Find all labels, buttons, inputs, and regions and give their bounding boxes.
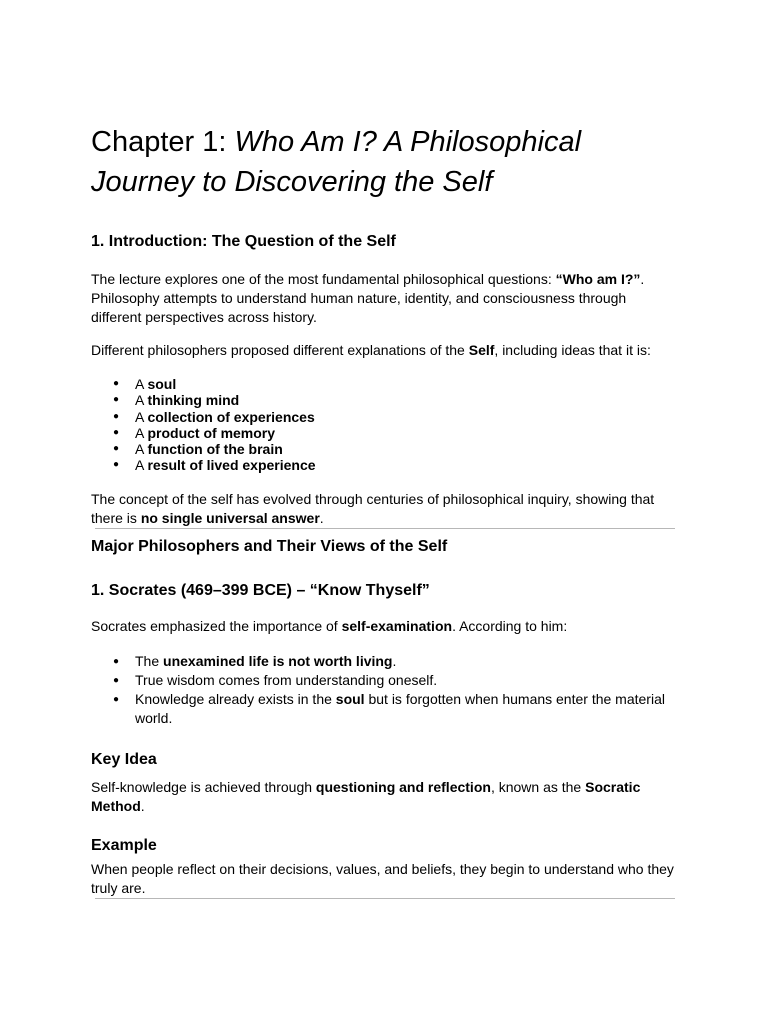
text-run: A [135, 441, 148, 458]
bullet-icon: ● [113, 459, 120, 471]
bullet-icon: ● [113, 443, 120, 455]
bold-run: self-examination [341, 617, 453, 634]
bold-run: questioning and reflection [315, 778, 491, 795]
bullet-icon: ● [113, 426, 120, 438]
bullet-icon: ● [113, 410, 120, 422]
intro-heading: 1. Introduction: The Question of the Self [91, 233, 396, 250]
bold-run: thinking mind [147, 392, 240, 409]
bold-run: soul [335, 690, 365, 707]
text-run: . Philosophy attempts to understand human nature, identity, and consciousness through different perspectives across history. [91, 271, 645, 325]
text-run: . [140, 797, 145, 814]
chapter-title [91, 122, 675, 202]
intro-paragraph-2 [91, 341, 675, 360]
intro-paragraph-1 [91, 270, 675, 327]
list-item [91, 441, 675, 457]
text-run: Different philosophers proposed different explanations of the [91, 342, 469, 358]
text-run: A [135, 408, 148, 425]
text-run: The concept of the self has evolved through centuries of philosophical inquiry, showing that there is [91, 490, 655, 526]
text-run: but is forgotten when humans enter the material world. [135, 690, 665, 726]
list-item [91, 690, 675, 728]
section-divider [95, 898, 675, 899]
socrates-list [91, 652, 675, 728]
list-item [91, 671, 675, 690]
text-run: A [135, 376, 148, 392]
list-item [91, 376, 675, 392]
bold-run: collection of experiences [147, 408, 315, 425]
text-run: The [135, 652, 164, 669]
text-run: A [135, 424, 148, 441]
text-run: A [135, 392, 148, 409]
bold-run: product of memory [147, 424, 276, 441]
list-item [91, 652, 675, 671]
text-run: True wisdom comes from understanding oneself. [135, 671, 438, 688]
bold-run: no single universal answer [140, 509, 320, 526]
bold-run: function of the brain [147, 441, 283, 458]
bold-run: Socratic Method [91, 778, 641, 814]
key-idea-heading: Key Idea [91, 750, 157, 768]
example-heading: Example [91, 836, 157, 854]
text-run: Self-knowledge is achieved through [91, 778, 316, 795]
text-run: . [319, 509, 324, 526]
bullet-icon: ● [113, 394, 120, 406]
socrates-paragraph [91, 617, 675, 636]
self-definitions-list [91, 376, 675, 474]
key-idea-paragraph [91, 778, 675, 816]
text-run: Knowledge already exists in the [135, 690, 336, 707]
bullet-icon: ● [113, 655, 120, 667]
list-item [91, 409, 675, 425]
list-item [91, 457, 675, 473]
major-philosophers-heading: Major Philosophers and Their Views of the Self [91, 537, 448, 555]
bullet-icon: ● [113, 674, 120, 686]
bullet-icon: ● [113, 693, 120, 705]
list-item [91, 392, 675, 408]
intro-paragraph-3 [91, 490, 675, 528]
bold-run: Self [468, 342, 495, 358]
bold-run: unexamined life is not worth living [163, 652, 393, 669]
text-run: , including ideas that it is: [494, 342, 651, 358]
example-paragraph: When people reflect on their decisions, values, and beliefs, they begin to understand who they truly are. [91, 860, 674, 896]
chapter-title-italic: Who Am I? A Philosophical Journey to Discovering the Self [91, 126, 582, 198]
text-run: , known as the [490, 778, 586, 795]
text-run: . According to him: [452, 617, 568, 634]
text-run: A [135, 457, 148, 474]
bullet-icon: ● [113, 378, 120, 389]
document-content [91, 122, 675, 899]
text-run: Socrates emphasized the importance of [91, 617, 342, 634]
section-divider [95, 528, 675, 529]
chapter-title-prefix: Chapter 1: [91, 126, 235, 158]
bold-run: “Who am I?” [555, 271, 641, 287]
bold-run: result of lived experience [147, 457, 316, 474]
bold-run: soul [147, 376, 177, 392]
text-run: The lecture explores one of the most fundamental philosophical questions: [91, 271, 556, 287]
list-item [91, 425, 675, 441]
socrates-heading: 1. Socrates (469–399 BCE) – “Know Thyself” [91, 581, 430, 599]
text-run: . [392, 652, 397, 669]
